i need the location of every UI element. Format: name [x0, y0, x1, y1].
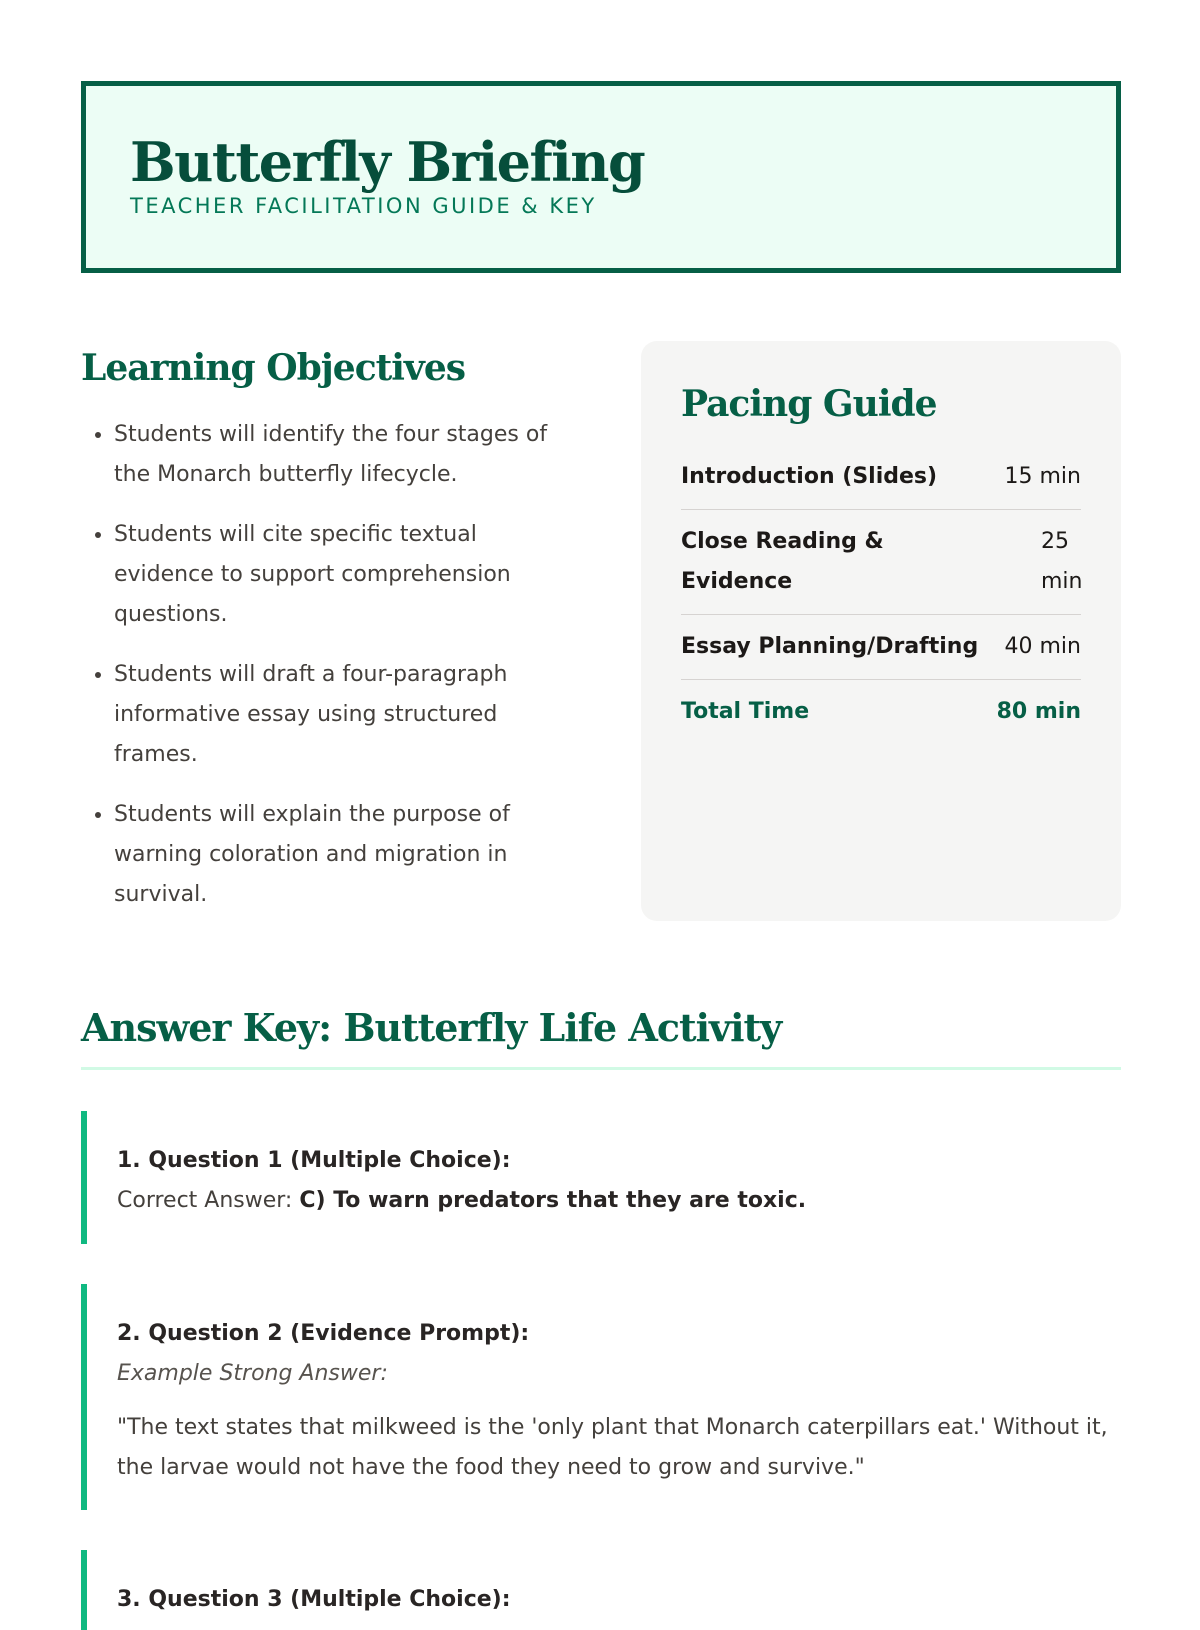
pacing-activity: Introduction (Slides)	[681, 464, 938, 489]
page-title: Butterfly Briefing	[130, 130, 645, 194]
pacing-total-time: 80 min	[996, 699, 1081, 724]
objective-item: • Students will identify the four stages of the Monarch butterfly lifecycle.	[114, 415, 581, 495]
pacing-row	[681, 445, 1081, 510]
pacing-total-row	[681, 680, 1081, 744]
answer-key-title: Answer Key: Butterfly Life Activity	[81, 1005, 782, 1050]
learning-objectives	[81, 345, 581, 935]
objective-item: • Students will explain the purpose of warning coloration and migration in survival.	[114, 795, 581, 915]
pacing-total-label: Total Time	[681, 699, 810, 724]
pacing-time: 25 min	[1041, 529, 1083, 594]
pacing-activity: Close Reading & Evidence	[681, 529, 884, 594]
objectives-title: Learning Objectives	[81, 347, 466, 389]
pacing-activity: Essay Planning/Drafting	[681, 634, 979, 659]
pacing-row	[681, 510, 1081, 615]
page-header	[81, 81, 1121, 273]
pacing-row	[681, 615, 1081, 680]
answer-key-header	[81, 1000, 1121, 1070]
pacing-time: 15 min	[1004, 464, 1081, 489]
pacing-title: Pacing Guide	[681, 383, 937, 425]
page-subtitle: TEACHER FACILITATION GUIDE & KEY	[130, 194, 597, 218]
answer-item	[81, 1284, 1121, 1510]
objective-item: • Students will draft a four-paragraph informative essay using structured frames.	[114, 655, 581, 775]
objectives-list	[81, 415, 581, 915]
question-heading: 3. Question 3 (Multiple Choice):	[117, 1587, 511, 1612]
pacing-guide	[641, 341, 1121, 921]
answer-item	[81, 1550, 1121, 1630]
question-heading: 1. Question 1 (Multiple Choice):	[117, 1148, 511, 1173]
answer-label: Example Strong Answer:	[117, 1361, 388, 1386]
answer-item	[81, 1111, 1121, 1244]
answer-text: "The text states that milkweed is the 'only plant that Monarch caterpillars eat.' Without it, the larvae would not have the food they need to grow and survive."	[117, 1415, 1108, 1480]
answer-label: Correct Answer:	[117, 1188, 293, 1213]
answer-text: C) To warn predators that they are toxic.	[299, 1188, 807, 1213]
pacing-time: 40 min	[1004, 634, 1081, 659]
objective-item: • Students will cite specific textual evidence to support comprehension questions.	[114, 515, 581, 635]
question-heading: 2. Question 2 (Evidence Prompt):	[117, 1321, 530, 1346]
